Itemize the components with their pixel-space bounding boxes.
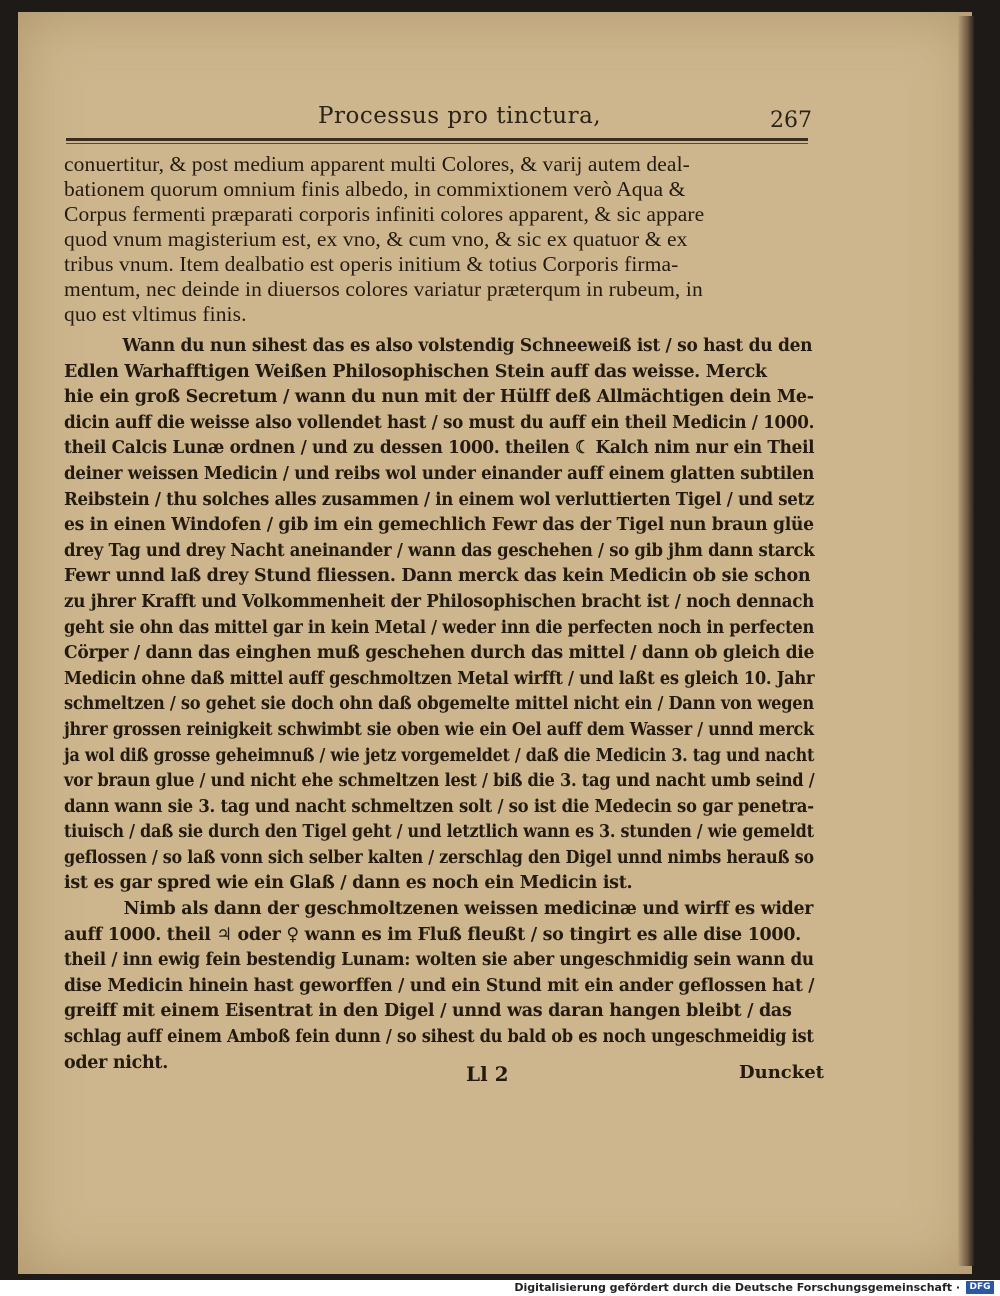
text-line: vor braun glue / und nicht ehe schmeltzen lest / biß die 3. tag und nacht umb seind / xyxy=(64,771,815,792)
text-line: greiff mit einem Eisentrat in den Digel / unnd was daran hangen bleibt / das xyxy=(64,1001,792,1022)
text-line: Wann du nun sihest das es also volstendig Schneeweiß ist / so hast du den xyxy=(122,336,813,356)
text-line: jhrer grossen reinigkeit schwimbt sie oben wie ein Oel auff dem Wasser / unnd merck xyxy=(64,719,814,740)
german-text-block xyxy=(64,334,814,1076)
text-line: Edlen Warhafftigen Weißen Philosophischen Stein auff das weisse. Merck xyxy=(64,361,767,382)
text-line: es in einen Windofen / gib im ein gemechlich Fewr das der Tigel nun braun glüe xyxy=(64,515,814,536)
page-edge-shadow xyxy=(958,16,974,1266)
text-line: theil Calcis Lunæ ordnen / und zu dessen 1000. theilen ☾ Kalch nim nur ein Theil xyxy=(64,438,815,459)
digitization-credit: Digitalisierung gefördert durch die Deutsche Forschungsgemeinschaft · xyxy=(514,1281,960,1294)
header-rule xyxy=(66,138,808,141)
text-line: Corpus fermenti præparati corporis infiniti colores apparent, & sic appare xyxy=(64,202,705,226)
text-line: quo est vltimus finis. xyxy=(64,302,247,326)
text-line: Fewr unnd laß drey Stund fliessen. Dann merck das kein Medicin ob sie schon xyxy=(64,566,811,587)
text-line: conuertitur, & post medium apparent multi Colores, & varij autem deal- xyxy=(64,152,690,176)
text-line: auff 1000. theil ♃ oder ♀ wann es im Fluß fleußt / so tingirt es alle dise 1000. xyxy=(64,924,801,945)
header-rule-thin xyxy=(66,143,808,144)
text-line: drey Tag und drey Nacht aneinander / wann das geschehen / so gib jhm dann starck xyxy=(64,540,815,561)
text-line: schmeltzen / so gehet sie doch ohn daß obgemelte mittel nicht ein / Dann von wegen xyxy=(64,694,814,715)
text-line: quod vnum magisterium est, ex vno, & cum vno, & sic ex quatuor & ex xyxy=(64,227,688,251)
dfg-logo-icon: DFG xyxy=(966,1281,994,1294)
text-line: ist es gar spred wie ein Glaß / dann es noch ein Medicin ist. xyxy=(64,873,633,894)
text-line: zu jhrer Krafft und Volkommenheit der Philosophischen bracht ist / noch dennach xyxy=(64,591,814,612)
text-line: Medicin ohne daß mittel auff geschmoltzen Metal wirfft / und laßt es gleich 10. Jahr xyxy=(64,668,815,689)
text-line: geflossen / so laß vonn sich selber kalten / zerschlag den Digel unnd nimbs herauß so xyxy=(64,847,814,868)
page-number: 267 xyxy=(770,108,812,133)
text-line: Nimb als dann der geschmoltzenen weissen medicinæ und wirff es wider xyxy=(123,899,814,920)
text-line: dicin auff die weisse also vollendet hast / so must du auff ein theil Medicin / 1000. xyxy=(64,412,815,433)
text-line: Reibstein / thu solches alles zusammen / in einem wol verluttierten Tigel / und setz xyxy=(64,489,815,510)
text-line: tribus vnum. Item dealbatio est operis initium & totius Corporis firma- xyxy=(64,252,679,276)
text-line: mentum, nec deinde in diuersos colores variatur præterqum in rubeum, in xyxy=(64,277,703,301)
latin-paragraph xyxy=(64,152,814,327)
text-line: tiuisch / daß sie durch den Tigel geht / und letztlich wann es 3. stunden / wie gemeldt xyxy=(64,822,814,843)
text-line: Cörper / dann das einghen muß geschehen durch das mittel / dann ob gleich die xyxy=(64,643,815,664)
running-title: Processus pro tinctura, xyxy=(318,103,602,129)
text-line: oder nicht. xyxy=(64,1052,168,1073)
text-line: theil / inn ewig fein bestendig Lunam: wolten sie aber ungeschmidig sein wann du xyxy=(64,950,814,971)
text-line: ja wol diß grosse geheimnuß / wie jetz vorgemeldet / daß die Medicin 3. tag und nacht xyxy=(64,745,815,766)
text-line: deiner weissen Medicin / und reibs wol under einander auff einem glatten subtilen xyxy=(64,463,815,484)
text-line: schlag auff einem Amboß fein dunn / so sihest du bald ob es noch ungeschmeidig ist xyxy=(64,1027,814,1048)
text-line: hie ein groß Secretum / wann du nun mit der Hülff deß Allmächtigen dein Me- xyxy=(64,387,814,408)
signature-mark: Ll 2 xyxy=(466,1062,509,1086)
text-line: bationem quorum omnium finis albedo, in commixtionem verò Aqua & xyxy=(64,177,686,201)
text-line: geht sie ohn das mittel gar in kein Metal / weder inn die perfecten noch in perfecten xyxy=(64,617,814,638)
text-line: dise Medicin hinein hast geworffen / und ein Stund mit ein ander geflossen hat / xyxy=(64,975,815,996)
text-line: dann wann sie 3. tag und nacht schmeltzen solt / so ist die Medecin so gar penetra- xyxy=(64,796,814,817)
catchword: Duncket xyxy=(739,1062,824,1083)
